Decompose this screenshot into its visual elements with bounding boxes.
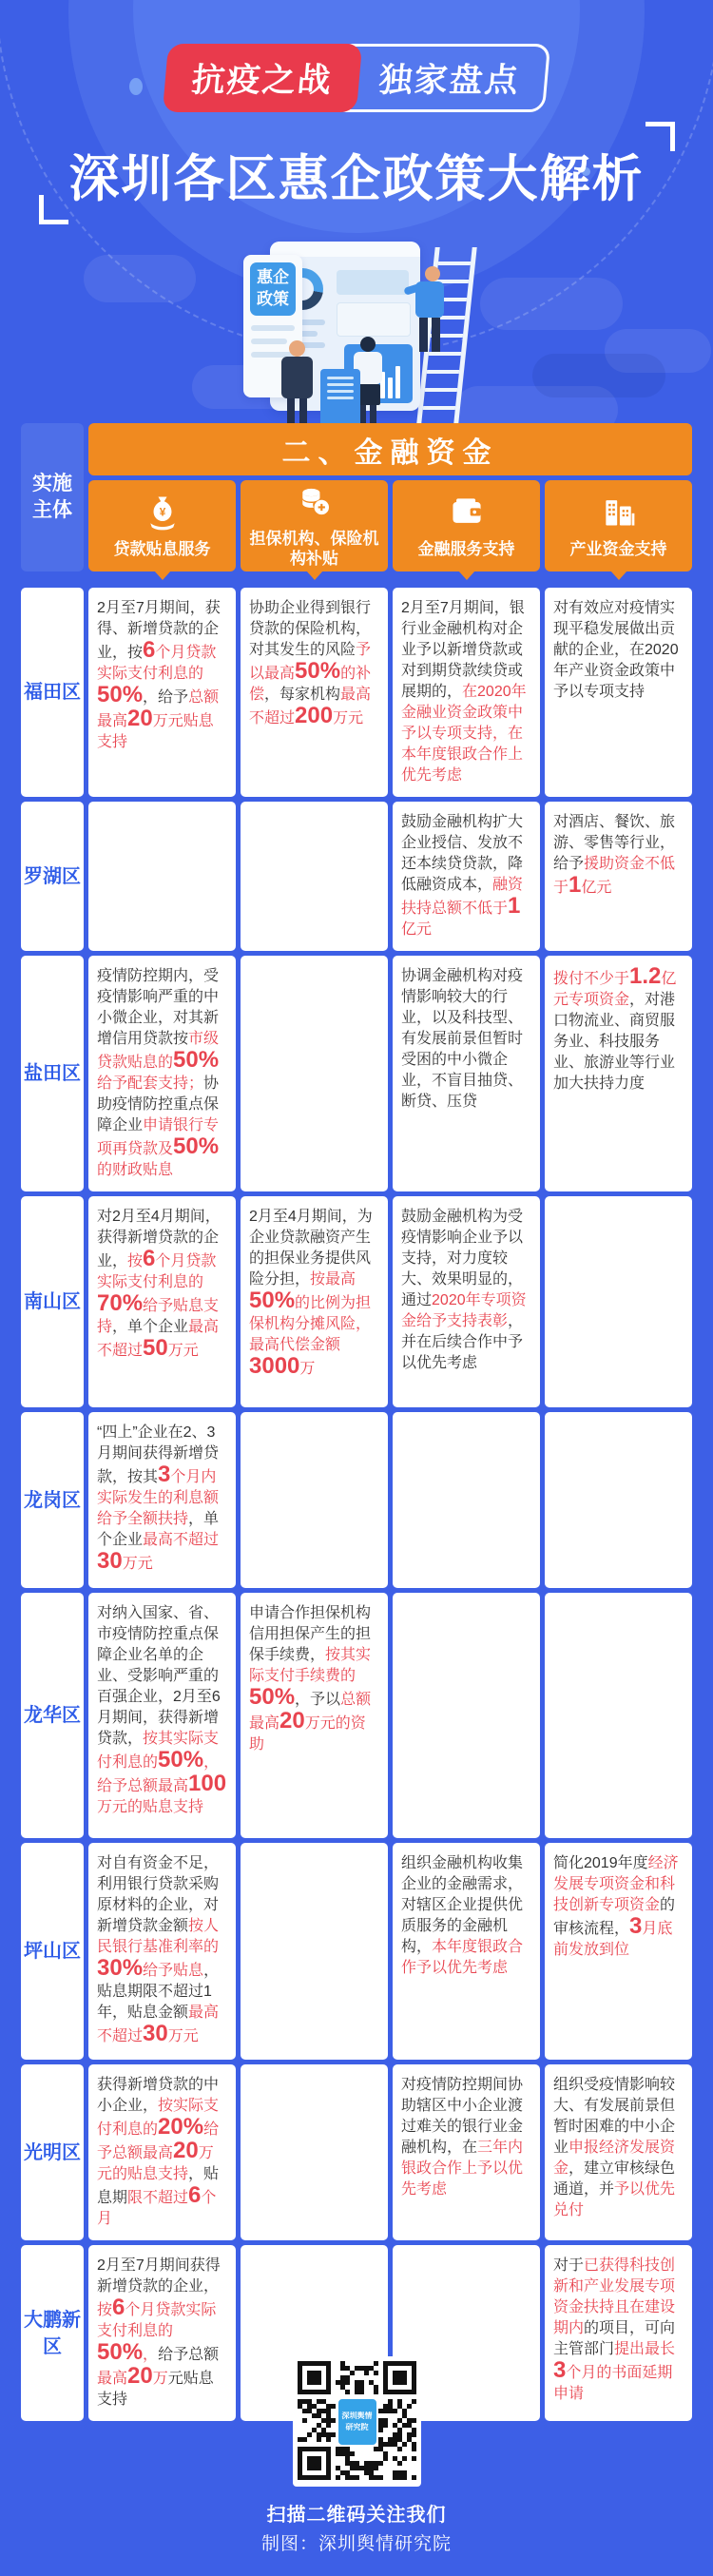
policy-cell [88,1412,236,1588]
policy-text-segment: 万 [299,1361,316,1377]
policy-cell [545,2064,692,2240]
policy-cell [88,2064,236,2240]
district-label: 龙岗区 [21,1412,84,1588]
policy-text-segment: 万元贴息支持 [97,713,214,750]
policy-text-segment: 20 [279,1708,305,1733]
table-body [21,588,692,2421]
policy-cell [393,1196,540,1407]
policy-text-segment: 获得新增贷款的中小企业， [97,2077,220,2114]
policy-text-segment: 对自有资金不足，利用银行贷款采购原材料的企业，对新增贷款金额 [97,1855,220,1934]
policy-text-segment: 对2月至4月期间，获得新增贷款的企业， [97,1209,221,1269]
policy-cell [88,1593,236,1838]
policy-text-segment: 50% [249,1288,296,1313]
policy-text-segment: 50% [97,682,144,707]
policy-cell [393,1412,540,1588]
policy-text-segment: 个月 [97,2190,217,2227]
policy-text-segment: 组织受疫情影响较大、有发展前景但暂时困难的中小企业 [553,2077,676,2156]
table-row-光明区 [21,2064,692,2240]
badge-right: 独家盘点 [332,44,550,112]
policy-badge [250,262,296,316]
decor-field [337,270,409,295]
district-label: 罗湖区 [21,802,84,951]
policy-text-segment: 援助资金不低于 [553,856,676,896]
policy-text-segment: 万元 [167,2028,199,2044]
policy-cell [241,1593,388,1838]
column-header-label: 金融服务支持 [417,539,515,558]
policy-text-segment: 30 [97,1548,123,1574]
policy-text-segment: 20 [173,2138,199,2163]
policy-text-segment: 最高不超过 [97,2005,220,2044]
table-row-龙岗区 [21,1412,692,1588]
qr-code[interactable] [293,2356,421,2487]
policy-text-segment: 2月至7月期间，银行业金融机构对企业予以新增贷款或对到期贷款续贷或展期的， [401,600,525,700]
policy-text-segment: 的比例为担保机构分摊风险，最高代偿金额 [249,1295,372,1353]
policy-text-segment: 在2020年金融业资金政策中予以专项支持，在本年度银政合作上优先考虑 [401,684,527,784]
policy-cell [88,588,236,797]
policy-text-segment: 6 [143,637,156,663]
policy-text-segment: 6 [143,1246,156,1271]
policy-text-segment: 2月至7月期间获得新增贷款的企业， [97,2257,221,2295]
policy-text-segment: 最高 [97,2371,128,2387]
decor-line [251,339,287,344]
policy-text-segment: 50% [295,658,341,684]
policy-cell [88,956,236,1191]
policy-text-segment: 组织金融机构收集企业的金融需求，对辖区企业提供优质服务的金融机构， [401,1855,524,1955]
policy-cell [241,1843,388,2060]
policy-text-segment: 个月贷款实际支付利息的 [97,1253,217,1290]
policy-text-segment: 简化2019年度 [553,1855,648,1871]
policy-cell [241,1412,388,1588]
policy-text-segment: 按其实际支付利息的 [97,1731,220,1771]
policy-text-segment: 的补偿 [249,666,372,703]
policy-text-segment: 50% [173,1133,220,1159]
credit-caption: 制图：深圳舆情研究院 [260,2534,452,2554]
policy-text-segment: 对酒店、餐饮、旅游、零售等行业，给予 [553,814,676,872]
title-brackets [60,133,654,217]
policy-text-segment: 对疫情防控期间协助辖区中小企业渡过难关的银行业金融机构，在 [401,2077,524,2156]
policy-text-segment: 万元 [333,710,364,726]
policy-text-segment: 申请合作担保机构信用担保产生的担保手续费， [249,1605,372,1663]
policy-text-segment: 万 [152,2371,168,2387]
policy-text-segment: “四上”企业在2、3月期间获得新增贷款，按其 [97,1424,220,1485]
policy-text-segment: 个月的书面延期申请 [553,2365,673,2402]
svg-text:¥: ¥ [159,505,165,519]
policy-text-segment: 协调金融机构对疫情影响较大的行业，以及科技型、有发展前景但暂时受困的中小微企业，不盲目抽贷、断贷、压贷 [401,968,524,1110]
district-label: 福田区 [21,588,84,797]
corner-header [21,423,84,571]
policy-cell [545,956,692,1191]
policy-text-segment: 最高不超过 [97,1319,220,1359]
policy-text-segment: 50% [249,1684,296,1710]
district-label: 盐田区 [21,956,84,1191]
policy-text-segment: 按 [127,1253,144,1269]
policy-text-segment: ，单个企业 [112,1319,189,1335]
policy-text-segment: 2020年专项资金给予支持表彰 [401,1292,527,1329]
policy-text-segment: 最高不超过 [249,687,372,726]
policy-cell [393,1593,540,1838]
table-header [21,423,692,571]
header-badges [0,44,713,112]
policy-text-segment: 50 [143,1335,168,1361]
policy-text-segment: ，给予 [143,689,189,706]
policy-text-segment: 万元的资助 [249,1715,366,1753]
policy-text-segment: 2月至4月期间，为企业贷款融资产生的担保业务提供风险分担， [249,1209,373,1288]
policy-text-segment: ，贴息期限不超过1年，贴息金额 [97,1963,220,2021]
policy-text-segment: 予以优先兑付 [553,2181,676,2218]
policy-text-segment: 给予 [97,2121,220,2161]
policy-table [21,423,692,2421]
corner-line1: 实施 [32,472,72,494]
policy-text-segment: 万元 [167,1343,199,1359]
corner-line2: 主体 [32,499,72,521]
decor-field [337,302,411,337]
policy-text-segment: 20 [127,706,153,731]
column-header-label: 担保机构、保险机构补贴 [249,529,379,569]
policy-cell [545,1412,692,1588]
policy-text-segment: 予以最高 [249,642,372,682]
policy-text-segment: ，对港口物流业、商贸服务业、科技服务业、旅游业等行业加大扶持力度 [553,992,676,1092]
policy-text-segment: 给予贴息支持 [97,1298,220,1335]
table-row-盐田区 [21,956,692,1191]
policy-cell [241,802,388,951]
table-row-龙华区 [21,1593,692,1838]
policy-text-segment: ， [143,2347,159,2363]
district-label: 龙华区 [21,1593,84,1838]
policy-text-segment: 万元 [122,1556,153,1572]
column-header-2 [241,480,388,571]
policy-badge-line1: 惠企 [257,268,289,287]
policy-cell [393,956,540,1191]
policy-text-segment: 3000 [249,1353,300,1379]
decor-line [251,325,295,331]
policy-text-segment: 本年度银政合作予以优先考虑 [401,1939,524,1976]
policy-text-segment: 协助疫情防控重点保障企业 [97,1075,220,1133]
table-row-福田区 [21,588,692,797]
policy-text-segment: 给予总额 [158,2347,220,2363]
policy-cell [393,588,540,797]
policy-cell [241,588,388,797]
policy-text-segment: 按 [97,2302,113,2318]
title-row [0,133,713,217]
policy-text-segment: 对有效应对疫情实现平稳发展做出贡献的企业，在2020年产业资金政策中予以专项支持 [553,600,679,700]
policy-text-segment: 提出最长 [614,2341,676,2357]
qr-center-badge [337,2397,378,2447]
policy-cell [545,1593,692,1838]
policy-text-segment: 总额最高 [249,1692,372,1732]
column-header-label: 产业资金支持 [569,539,667,558]
policy-badge-line2: 政策 [257,290,289,308]
policy-text-segment: 按实际支付利息的 [97,2098,220,2138]
section-title: 二、金融资金 [88,423,692,475]
column-header-1 [88,480,236,571]
policy-text-segment: 经济发展专项资金和科技创新专项资金 [553,1855,679,1913]
policy-cell [393,802,540,951]
policy-text-segment: 拨付不少于 [553,971,630,987]
money-bag-icon [144,493,182,535]
policy-text-segment: 3 [629,1913,643,1939]
policy-text-segment: 亿元 [581,880,612,896]
policy-cell [545,588,692,797]
district-label: 坪山区 [21,1843,84,2060]
district-label: 南山区 [21,1196,84,1407]
policy-text-segment: 100 [188,1771,227,1796]
policy-text-segment: 50% [158,1747,204,1772]
policy-text-segment: 的审核流程， [553,1897,676,1937]
policy-text-segment: 鼓励金融机构为受疫情影响企业予以支持，对力度较大、效果明显的，通过 [401,1209,524,1308]
policy-text-segment: 给予配套支持； [97,1075,204,1092]
policy-cell [545,1196,692,1407]
policy-text-segment: 鼓励金融机构扩大企业授信、发放不还本续贷贷款，降低融资成本， [401,814,524,893]
policy-text-segment: 元贴息支持 [97,2371,214,2408]
column-header-4 [545,480,692,571]
policy-text-segment: 2月至7月期间，获得、新增贷款的企业，按 [97,600,221,661]
badge-left: 抗疫之战 [163,44,362,112]
policy-text-segment: 50% [97,2339,144,2365]
policy-text-segment: ，贴息期 [97,2166,220,2206]
hero-illustration [0,228,713,423]
policy-text-segment: 对于 [553,2257,585,2274]
policy-text-segment: 三年内银政合作上予以优先考虑 [401,2140,524,2198]
policy-text-segment: 总额最高 [97,689,220,729]
policy-text-segment: 个月贷款实际支付利息的 [97,645,217,682]
district-label: 光明区 [21,2064,84,2240]
policy-text-segment: 70% [97,1290,144,1316]
policy-text-segment: 1.2 [629,963,662,989]
policy-text-segment: 20 [127,2363,153,2389]
policy-text-segment: 6 [188,2182,202,2208]
table-row-坪山区 [21,1843,692,2060]
policy-text-segment: 20% [158,2114,204,2140]
scan-caption: 扫描二维码关注我们 [266,2505,447,2526]
policy-cell [241,2064,388,2240]
policy-text-segment: 亿元 [401,921,433,938]
policy-cell [88,1843,236,2060]
qr-badge-line2: 研究院 [345,2422,369,2431]
policy-text-segment: 按其实际支付手续费的 [249,1647,372,1684]
coins-icon [296,483,334,526]
policy-cell [545,1843,692,2060]
policy-text-segment: 6 [112,2295,125,2320]
policy-text-segment: ，单个企业 [97,1511,220,1548]
policy-text-segment: 按最高 [310,1271,356,1288]
policy-cell [241,956,388,1191]
policy-text-segment: 按人民银行基准利率的 [97,1918,220,1955]
policy-text-segment: 申报经济发展资金 [553,2140,676,2177]
policy-text-segment: 万元的贴息支持 [97,1799,204,1815]
policy-text-segment: 1 [508,893,521,919]
policy-text-segment: 50% [173,1047,220,1073]
mini-board-graphic [320,369,360,431]
policy-text-segment: ，建立审核绿色通道，并 [553,2160,676,2198]
policy-text-segment: 给予贴息 [143,1963,204,1979]
policy-text-segment: 最高不超过 [143,1532,220,1548]
buildings-icon [600,493,638,535]
column-header-label: 贷款贴息服务 [113,539,211,558]
policy-text-segment: 个月内实际发生的利息额给予全额扶持 [97,1469,220,1527]
policy-text-segment: 200 [295,703,334,728]
policy-text-segment: 30 [143,2021,168,2046]
policy-text-segment: ，给予总额最高 [97,1754,220,1794]
policy-text-segment: 30% [97,1955,144,1981]
policy-cell [545,2245,692,2421]
policy-text-segment: 市级贷款贴息的 [97,1031,220,1071]
policy-text-segment: ，每家机构 [264,687,341,703]
policy-text-segment: ，予以 [295,1692,341,1708]
policy-text-segment: 疫情防控期内，受疫情影响严重的中小微企业，对其新增信用贷款按 [97,968,220,1047]
policy-text-segment: 3 [158,1462,171,1487]
policy-text-segment: 1 [568,872,582,898]
policy-cell [88,2245,236,2421]
policy-cell [88,802,236,951]
policy-text-segment: 个月贷款实际支付利息的 [97,2302,217,2339]
policy-cell [393,1843,540,2060]
policy-text-segment: ，并在后续合作中予以优先考虑 [401,1313,524,1371]
policy-text-segment: 月底前发放到位 [553,1921,673,1958]
policy-text-segment: 的财政贴息 [97,1162,174,1178]
policy-text-segment: 申请银行专项再贷款及 [97,1117,220,1157]
policy-text-segment: 对纳入国家、省、市疫情防控重点保障企业名单的企业、受影响严重的百强企业，2月至6月期间，获得新增贷款， [97,1605,221,1747]
policy-text-segment: 亿元专项资金 [553,971,677,1008]
table-row-罗湖区 [21,802,692,951]
policy-text-segment: 协助企业得到银行贷款的保险机构，对其发生的风险 [249,600,372,658]
policy-text-segment: 万元的贴息支持 [97,2145,214,2182]
policy-cell [88,1196,236,1407]
policy-text-segment: 融资扶持总额不低于 [401,877,524,917]
policy-cell [393,2064,540,2240]
policy-cell [241,1196,388,1407]
table-row-南山区 [21,1196,692,1407]
policy-text-segment: 限不超过 [127,2190,189,2206]
policy-text-segment: 已获得科技创新和产业发展专项资金扶持且在建设期内 [553,2257,676,2336]
policy-cell [545,802,692,951]
policy-text-segment: 总额最高 [112,2145,174,2161]
district-label: 大鹏新区 [21,2245,84,2421]
page-title: 深圳各区惠企政策大解析 [68,151,645,207]
wallet-icon [448,493,486,535]
policy-text-segment: 3 [553,2357,567,2383]
qr-badge-line1: 深圳舆情 [341,2411,373,2420]
policy-text-segment: 的项目，可向主管部门 [553,2320,676,2357]
column-header-3 [393,480,540,571]
